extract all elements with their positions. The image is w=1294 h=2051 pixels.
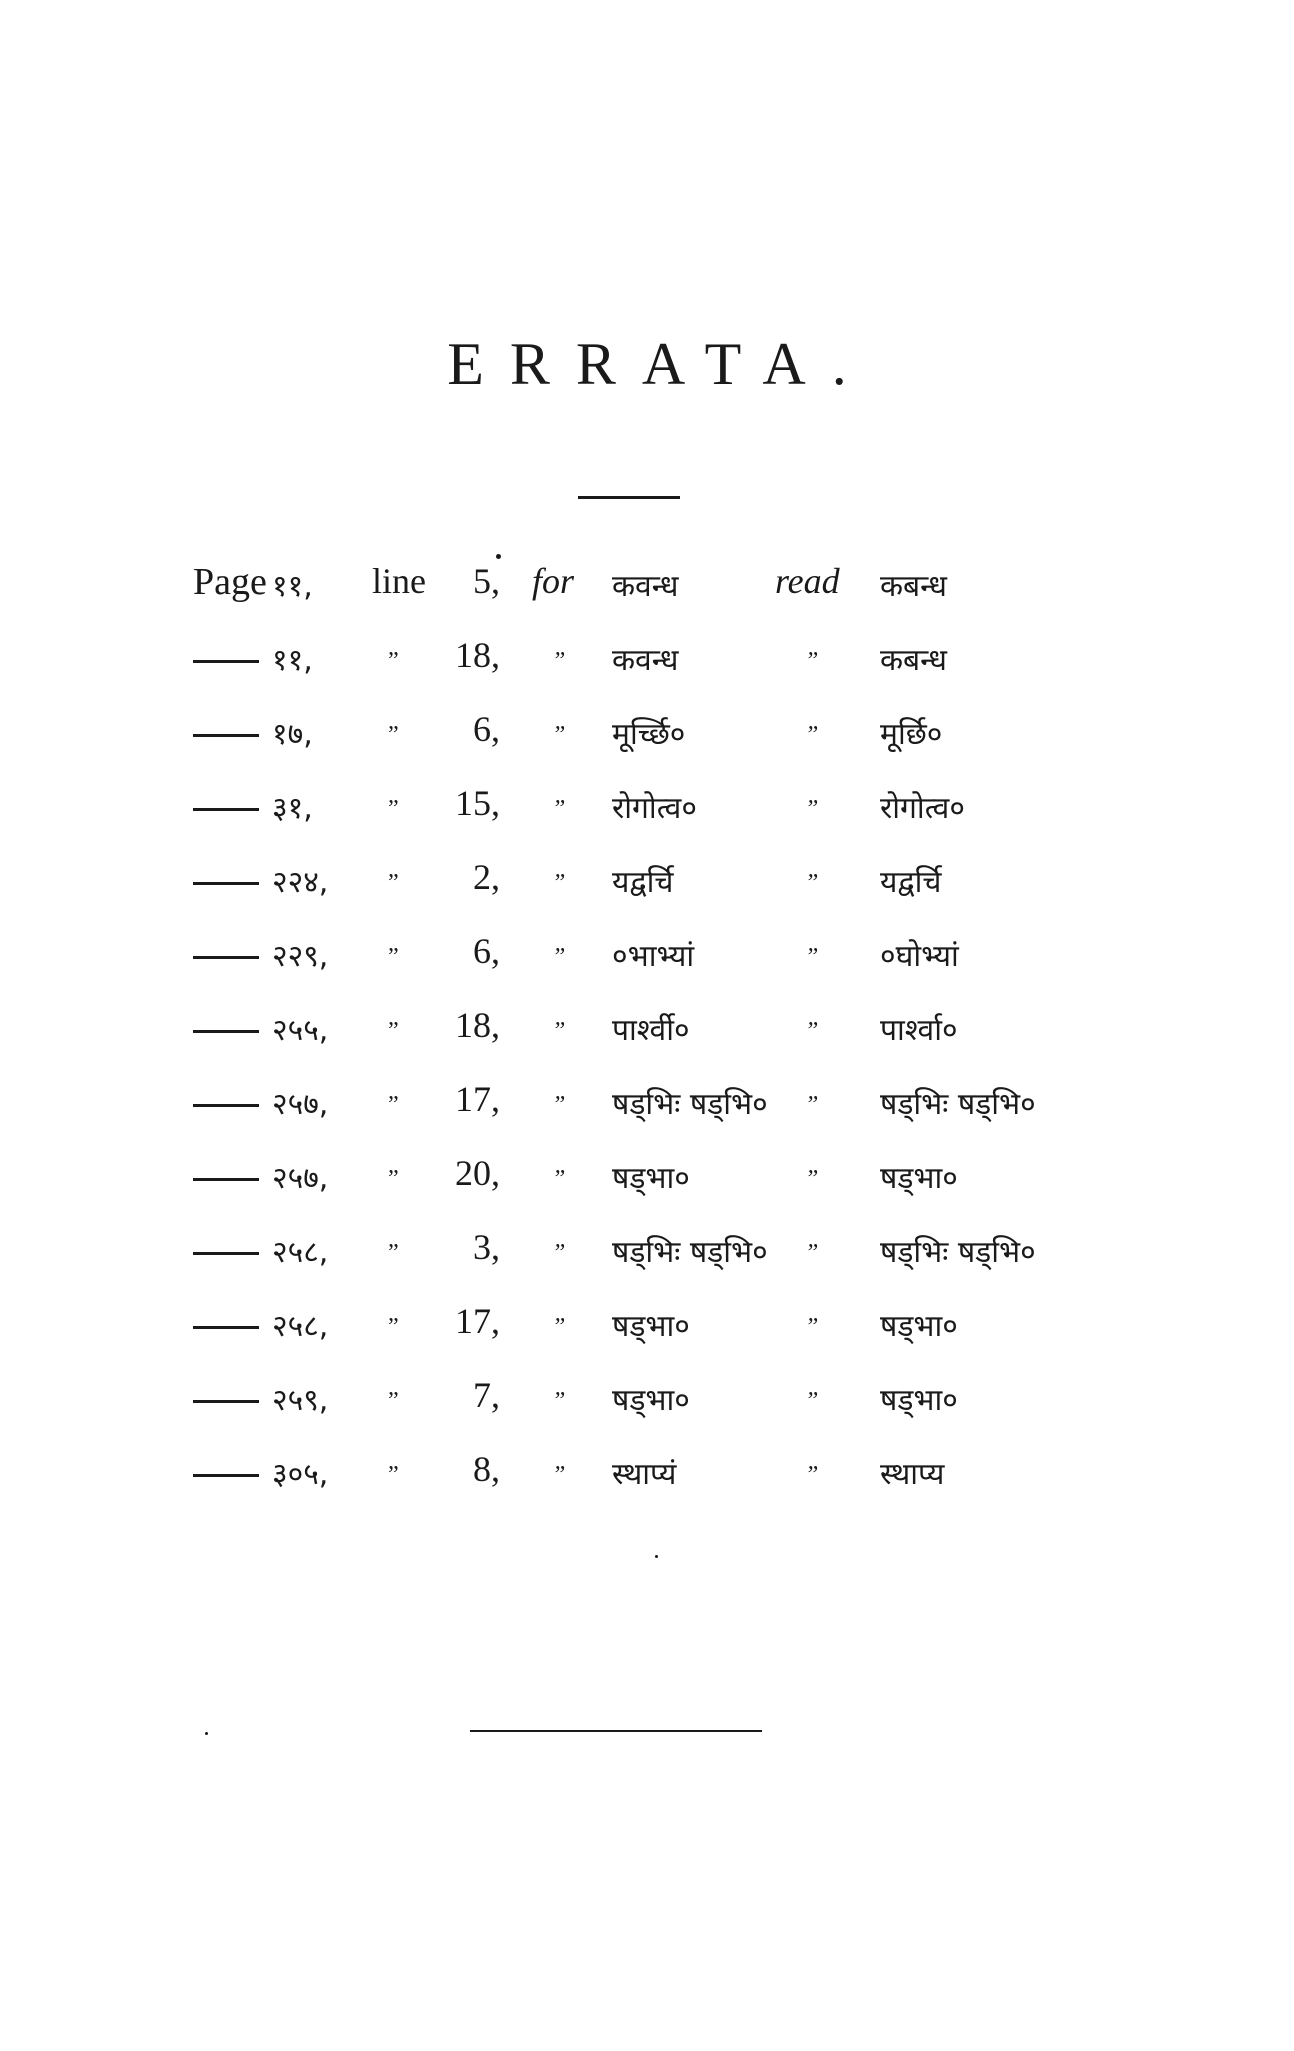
- ditto-dash: [193, 882, 259, 885]
- ditto-mark: ”: [552, 870, 566, 896]
- ditto-dash: [193, 956, 259, 959]
- ditto-mark: ”: [388, 1166, 399, 1192]
- stray-dot: [655, 1555, 658, 1558]
- errata-row: [0, 708, 1294, 768]
- ditto-dash: [193, 808, 259, 811]
- ditto-mark: ”: [805, 1018, 819, 1044]
- incorrect-text: षड्भिः षड्भि०: [612, 1235, 768, 1270]
- incorrect-text: मूर्च्छि०: [612, 717, 686, 752]
- incorrect-text: षड्भा०: [612, 1309, 690, 1344]
- correct-text: षड्भा०: [880, 1309, 958, 1344]
- errata-row: [0, 634, 1294, 694]
- ditto-dash: [193, 734, 259, 737]
- correct-text: यद्वर्चि: [880, 865, 942, 900]
- page-number: २५९,: [272, 1383, 329, 1418]
- ditto-mark: ”: [805, 870, 819, 896]
- errata-row: [0, 930, 1294, 990]
- errata-row: [0, 1004, 1294, 1064]
- incorrect-text: यद्वर्चि: [612, 865, 674, 900]
- incorrect-text: कवन्ध: [612, 569, 679, 604]
- ditto-mark: ”: [388, 1462, 399, 1488]
- ditto-mark: ”: [388, 648, 399, 674]
- ditto-mark: ”: [552, 1462, 566, 1488]
- ditto-mark: ”: [805, 1462, 819, 1488]
- line-number: 17,: [455, 1301, 500, 1341]
- ditto-mark: ”: [805, 722, 819, 748]
- ditto-mark: ”: [805, 1314, 819, 1340]
- line-number: 5,: [473, 561, 500, 601]
- page-word: Page: [193, 561, 267, 603]
- ditto-mark: ”: [552, 648, 566, 674]
- ditto-mark: ”: [805, 796, 819, 822]
- correct-text: कबन्ध: [880, 569, 947, 604]
- ditto-mark: ”: [388, 1092, 399, 1118]
- title-rule: [578, 496, 680, 499]
- incorrect-text: स्थाप्यं: [612, 1457, 677, 1492]
- ditto-mark: ”: [552, 722, 566, 748]
- correct-text: षड्भिः षड्भि०: [880, 1235, 1036, 1270]
- bottom-rule: [470, 1730, 762, 1732]
- errata-row: [0, 1152, 1294, 1212]
- incorrect-text: षड्भा०: [612, 1161, 690, 1196]
- read-word: read: [775, 561, 840, 601]
- errata-row: [0, 1448, 1294, 1508]
- ditto-mark: ”: [388, 1388, 399, 1414]
- ditto-mark: ”: [805, 1388, 819, 1414]
- ditto-dash: [193, 1178, 259, 1181]
- correct-text: षड्भा०: [880, 1383, 958, 1418]
- ditto-mark: ”: [552, 1240, 566, 1266]
- correct-text: स्थाप्य: [880, 1457, 945, 1492]
- ditto-mark: ”: [388, 1314, 399, 1340]
- page-title: ERRATA.: [447, 331, 873, 397]
- ditto-mark: ”: [552, 944, 566, 970]
- line-number: 7,: [473, 1375, 500, 1415]
- ditto-mark: ”: [805, 648, 819, 674]
- line-number: 17,: [455, 1079, 500, 1119]
- errata-row: [0, 1374, 1294, 1434]
- ditto-mark: ”: [388, 870, 399, 896]
- page-number: ३०५,: [272, 1457, 329, 1492]
- page-number: २२९,: [272, 939, 329, 974]
- line-word: line: [372, 561, 426, 601]
- ditto-mark: ”: [388, 1240, 399, 1266]
- line-number: 2,: [473, 857, 500, 897]
- incorrect-text: रोगोत्व०: [612, 791, 697, 826]
- correct-text: षड्भा०: [880, 1161, 958, 1196]
- ditto-mark: ”: [805, 944, 819, 970]
- line-number: 6,: [473, 931, 500, 971]
- page-number: ११,: [272, 569, 313, 604]
- page-number: ११,: [272, 643, 313, 678]
- ditto-dash: [193, 1326, 259, 1329]
- page-number: २५८,: [272, 1309, 329, 1344]
- errata-row: [0, 782, 1294, 842]
- ditto-mark: ”: [552, 1092, 566, 1118]
- line-number: 3,: [473, 1227, 500, 1267]
- line-number: 20,: [455, 1153, 500, 1193]
- line-number: 6,: [473, 709, 500, 749]
- ditto-mark: ”: [388, 944, 399, 970]
- ditto-mark: ”: [805, 1166, 819, 1192]
- page-number: २५७,: [272, 1087, 329, 1122]
- incorrect-text: कवन्ध: [612, 643, 679, 678]
- page-number: २५८,: [272, 1235, 329, 1270]
- incorrect-text: पार्श्वी०: [612, 1013, 690, 1048]
- line-number: 8,: [473, 1449, 500, 1489]
- ditto-mark: ”: [388, 1018, 399, 1044]
- ditto-mark: ”: [388, 796, 399, 822]
- line-number: 18,: [455, 1005, 500, 1045]
- incorrect-text: षड्भिः षड्भि०: [612, 1087, 768, 1122]
- line-number: 15,: [455, 783, 500, 823]
- correct-text: मूर्छि०: [880, 717, 943, 752]
- stray-dot: [496, 554, 501, 559]
- ditto-dash: [193, 1400, 259, 1403]
- ditto-mark: ”: [552, 1018, 566, 1044]
- ditto-dash: [193, 1474, 259, 1477]
- correct-text: षड्भिः षड्भि०: [880, 1087, 1036, 1122]
- errata-row: [0, 856, 1294, 916]
- page-number: २२४,: [272, 865, 329, 900]
- correct-text: कबन्ध: [880, 643, 947, 678]
- stray-dot: [205, 1732, 208, 1735]
- for-word: for: [532, 561, 575, 601]
- errata-row: [0, 560, 1294, 620]
- ditto-mark: ”: [805, 1240, 819, 1266]
- ditto-mark: ”: [805, 1092, 819, 1118]
- ditto-mark: ”: [552, 1388, 566, 1414]
- ditto-dash: [193, 1030, 259, 1033]
- errata-row: [0, 1078, 1294, 1138]
- incorrect-text: ०भाभ्यां: [612, 939, 695, 974]
- errata-row: [0, 1226, 1294, 1286]
- correct-text: रोगोत्व०: [880, 791, 965, 826]
- ditto-mark: ”: [552, 796, 566, 822]
- ditto-mark: ”: [552, 1314, 566, 1340]
- correct-text: पार्श्वा०: [880, 1013, 958, 1048]
- errata-row: [0, 1300, 1294, 1360]
- page-number: १७,: [272, 717, 313, 752]
- ditto-dash: [193, 1104, 259, 1107]
- page-number: २५७,: [272, 1161, 329, 1196]
- page-number: २५५,: [272, 1013, 329, 1048]
- line-number: 18,: [455, 635, 500, 675]
- ditto-mark: ”: [388, 722, 399, 748]
- ditto-mark: ”: [552, 1166, 566, 1192]
- correct-text: ०घोभ्यां: [880, 939, 959, 974]
- ditto-dash: [193, 660, 259, 663]
- incorrect-text: षड्भा०: [612, 1383, 690, 1418]
- page-number: ३१,: [272, 791, 313, 826]
- ditto-dash: [193, 1252, 259, 1255]
